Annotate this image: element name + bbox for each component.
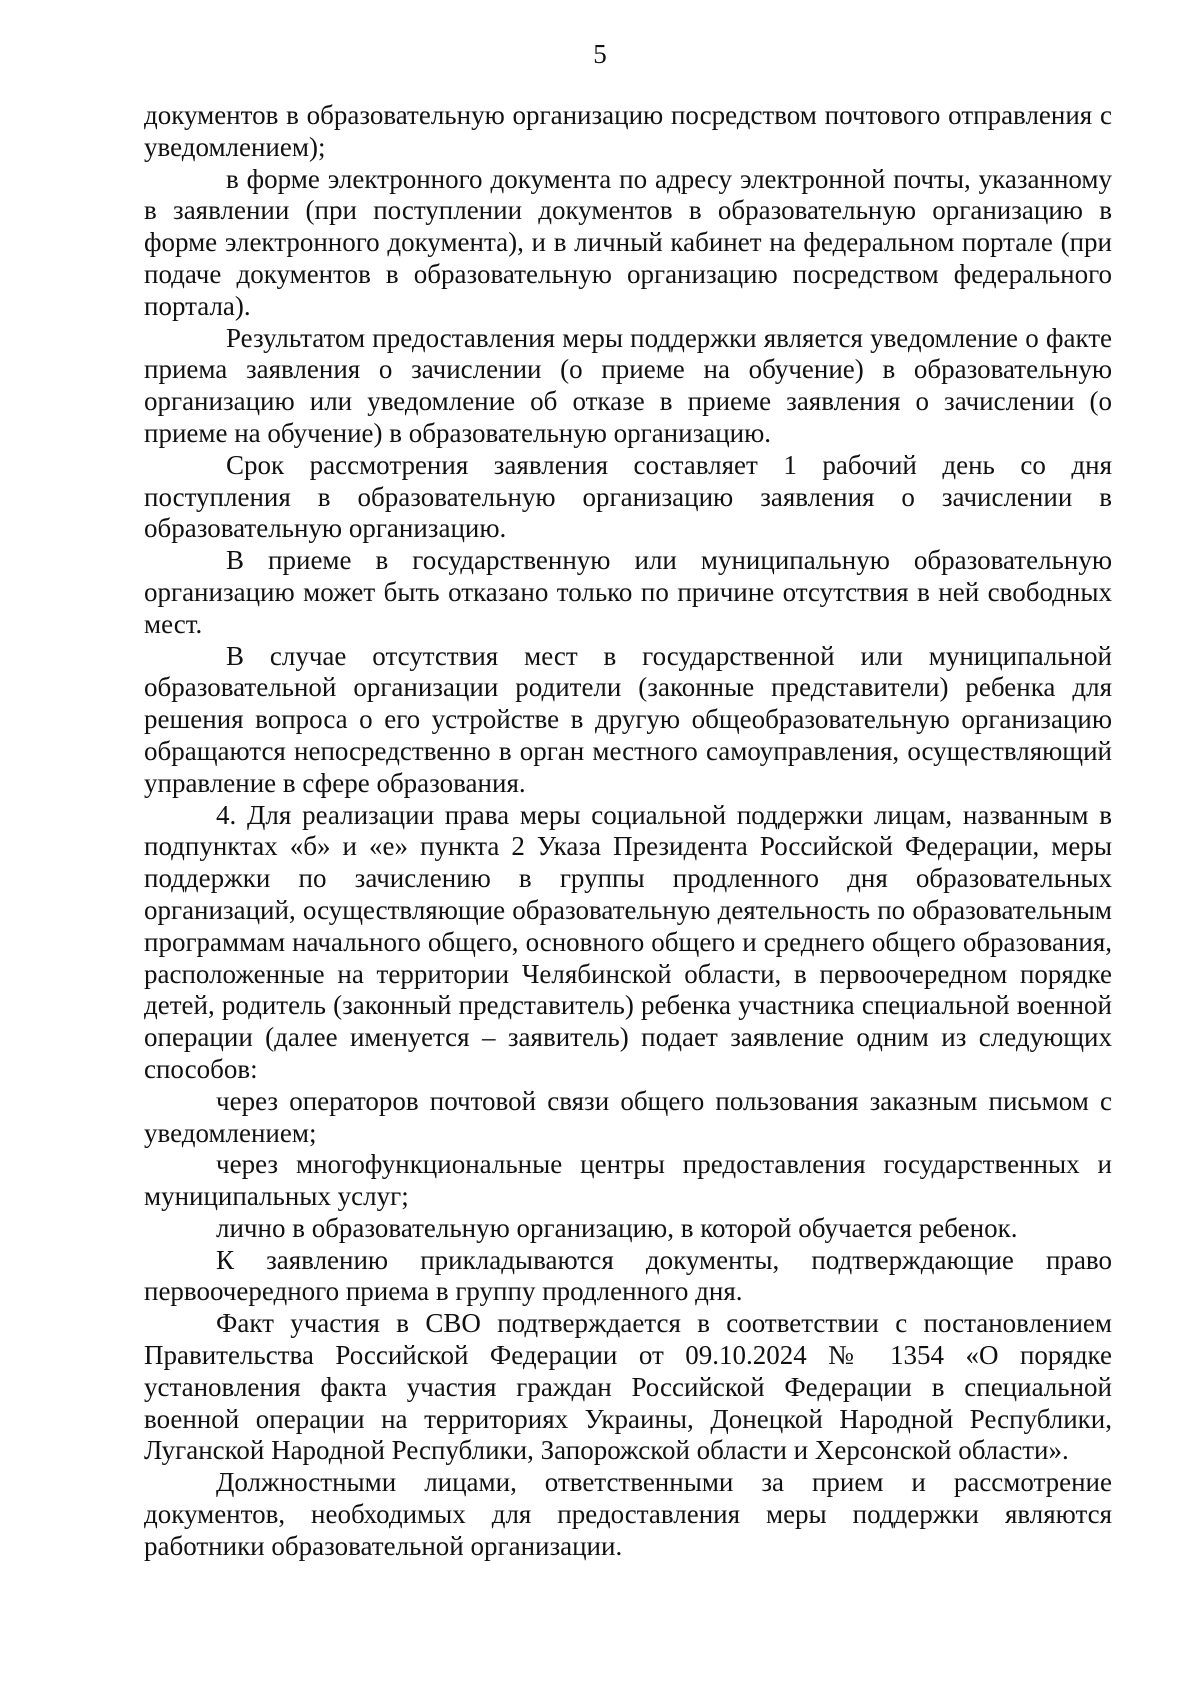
- paragraph-refusal-reason: В приеме в государственную или муниципальную образовательную организацию может быть отказано только по причине отсутствия в ней свободных мест.: [144, 545, 1112, 639]
- paragraph-attachments: К заявлению прикладываются документы, подтверждающие право первоочередного приема в группу продленного дня.: [144, 1244, 1112, 1307]
- paragraph-officials: Должностными лицами, ответственными за прием и рассмотрение документов, необходимых для предоставления меры поддержки являются работники образовательной организации.: [144, 1467, 1112, 1561]
- document-body: [144, 100, 1112, 1563]
- paragraph-electronic-form: в форме электронного документа по адресу электронной почты, указанному в заявлении (при поступлении документов в образовательную организацию в форме электронного документа), и в личный кабинет на федеральном портале (при подаче документов в образовательную организацию посредством федерального портала).: [144, 163, 1112, 321]
- paragraph-in-person: лично в образовательную организацию, в которой обучается ребенок.: [216, 1212, 1018, 1243]
- paragraph-continuation: документов в образовательную организацию посредством почтового отправления с уведомлением);: [144, 100, 1112, 162]
- paragraph-svo-fact: Факт участия в СВО подтверждается в соответствии с постановлением Правительства Российской Федерации от 09.10.2024 № 1354 «О порядке установления факта участия граждан Российской Федерации в специальной военной операции на территориях Украины, Донецкой Народной Республики, Луганской Народной Республики, Запорожской области и Херсонской области».: [144, 1308, 1112, 1466]
- paragraph-no-places: В случае отсутствия мест в государственной или муниципальной образовательной организации родители (законные представители) ребенка для решения вопроса о его устройстве в другую общеобразовательную организацию обращаются непосредственно в орган местного самоуправления, осуществляющий управление в сфере образования.: [144, 640, 1112, 798]
- paragraph-postal: через операторов почтовой связи общего пользования заказным письмом с уведомлением;: [144, 1085, 1112, 1148]
- paragraph-result: Результатом предоставления меры поддержки является уведомление о факте приема заявления о зачислении (о приеме на обучение) в образовательную организацию или уведомление об отказе в приеме заявления о зачислении (о приеме на обучение) в образовательную организацию.: [144, 322, 1112, 448]
- paragraph-mfc: через многофункциональные центры предоставления государственных и муниципальных услуг;: [144, 1149, 1112, 1212]
- paragraph-review-term: Срок рассмотрения заявления составляет 1 рабочий день со дня поступления в образовательную организацию заявления о зачислении в образовательную организацию.: [144, 449, 1112, 544]
- paragraph-item-4: 4. Для реализации права меры социальной поддержки лицам, названным в подпунктах «б» и «е» пункта 2 Указа Президента Российской Федерации, меры поддержки по зачислению в группы продленного дня образовательных организаций, осуществляющие образовательную деятельность по образовательным программам начального общего, основного общего и среднего общего образования, расположенные на территории Челябинской области, в первоочередном порядке детей, родитель (законный представитель) ребенка участника специальной военной операции (далее именуется – заявитель) подает заявление одним из следующих способов:: [144, 799, 1112, 1084]
- page-number: 5: [593, 39, 607, 69]
